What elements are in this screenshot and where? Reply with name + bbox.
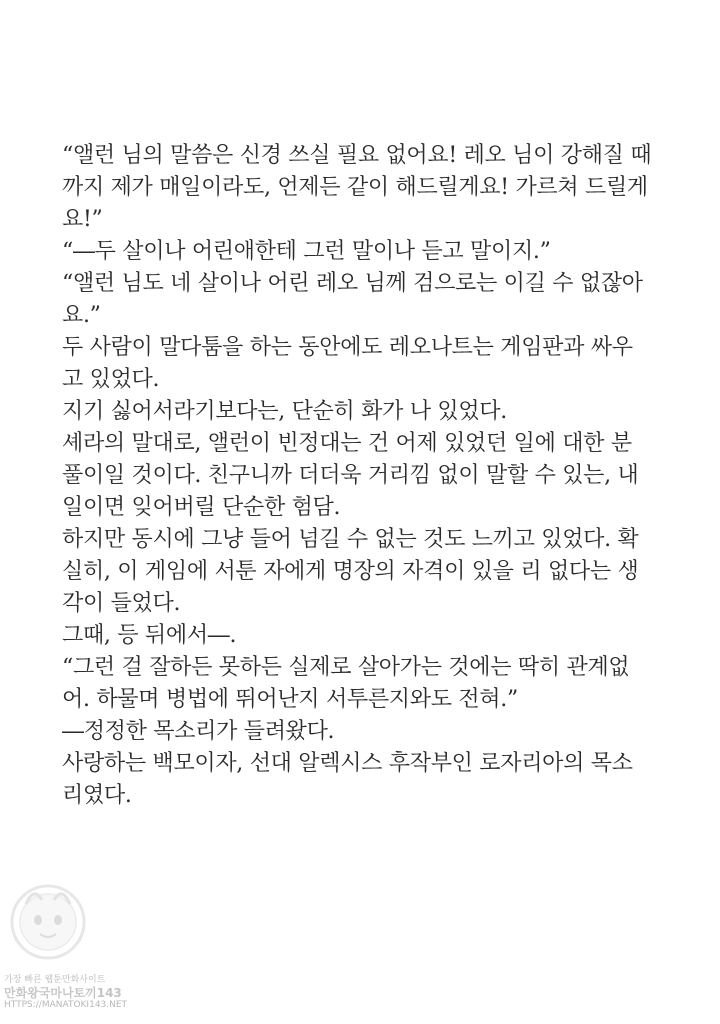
text-line: 어. 하물며 병법에 뛰어난지 서투른지와도 전혀.” [62, 687, 518, 712]
text-line: 지기 싫어서라기보다는, 단순히 화가 나 있었다. [62, 399, 507, 424]
text-line: 셰라의 말대로, 앨런이 빈정대는 건 어제 있었던 일에 대한 분 [62, 431, 632, 456]
text-line: “앨런 님의 말씀은 신경 쓰실 필요 없어요! 레오 님이 강해질 때 [62, 143, 652, 168]
text-line: 각이 들었다. [62, 591, 181, 616]
text-line: 그때, 등 뒤에서―. [62, 623, 237, 648]
text-line: 실히, 이 게임에 서툰 자에게 명장의 자격이 있을 리 없다는 생 [62, 559, 639, 584]
watermark-tagline: 가장 빠른 웹툰만화사이트 [4, 975, 106, 985]
text-line: 고 있었다. [62, 367, 160, 392]
text-line: 사랑하는 백모이자, 선대 알렉시스 후작부인 로자리아의 목소 [62, 751, 633, 776]
watermark-url: HTTPS://MANATOKI143.NET [4, 1000, 128, 1010]
text-line: ―정정한 목소리가 들려왔다. [62, 719, 335, 744]
text-line: “앨런 님도 네 살이나 어린 레오 님께 검으로는 이길 수 없잖아 [62, 271, 643, 296]
text-line: 요.” [62, 303, 101, 328]
text-line: 리였다. [62, 783, 132, 808]
text-line: “―두 살이나 어린애한테 그런 말이나 듣고 말이지.” [62, 239, 551, 264]
text-line: 일이면 잊어버릴 단순한 험담. [62, 495, 341, 520]
watermark-mascot-icon [8, 880, 88, 964]
text-line: 까지 제가 매일이라도, 언제든 같이 해드릴게요! 가르쳐 드릴게 [62, 175, 648, 200]
text-line: 풀이일 것이다. 친구니까 더더욱 거리낌 없이 말할 수 있는, 내 [62, 463, 639, 488]
text-line: “그런 걸 잘하든 못하든 실제로 살아가는 것에는 딱히 관계없 [62, 655, 630, 680]
watermark [0, 880, 130, 1020]
novel-text-block [62, 140, 692, 812]
watermark-site-name: 만화왕국마나토끼143 [4, 986, 122, 1000]
text-line: 하지만 동시에 그냥 들어 넘길 수 없는 것도 느끼고 있었다. 확 [62, 527, 639, 552]
text-line: 요!” [62, 207, 103, 232]
text-line: 두 사람이 말다툼을 하는 동안에도 레오나트는 게임판과 싸우 [62, 335, 633, 360]
